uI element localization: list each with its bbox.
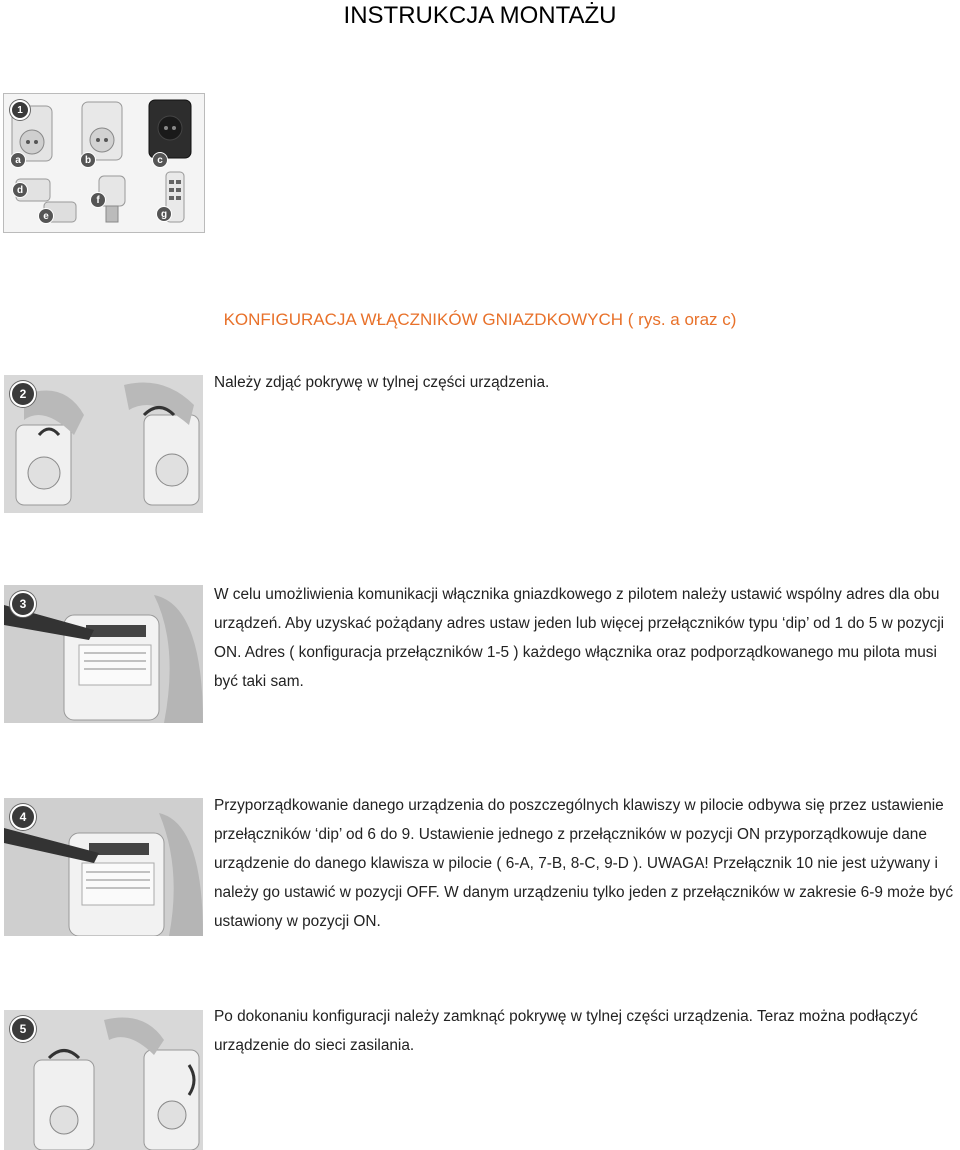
section-heading: KONFIGURACJA WŁĄCZNIKÓW GNIAZDKOWYCH ( rys. a oraz c) [223,310,737,329]
step-5-photo [4,1010,203,1150]
figure-letter-e: e [38,208,54,224]
step-3-badge: 3 [10,591,36,617]
step-2-text: Należy zdjąć pokrywę w tylnej części urządzenia. [214,374,550,391]
figure-letter-d: d [12,182,28,198]
step-2-badge: 2 [10,381,36,407]
step-3-text: W celu umożliwienia komunikacji włącznika gniazdkowego z pilotem należy ustawić wspólny adres dla obu urządzeń. Aby uzyskać pożądany adres ustaw jeden lub więcej przełączników typu ‘dip’ od 1 do 5 w pozycji ON. Adres ( konfiguracja przełączników 1-5 ) każdego włącznika oraz podporządkowanego mu pilota musi być taki sam. [214,586,945,690]
step-5-text: Po dokonaniu konfiguracji należy zamknąć pokrywę w tylnej części urządzenia. Teraz można podłączyć urządzenie do sieci zasilania. [214,1008,918,1054]
step-2-photo [4,375,203,513]
figure-products-photo [3,93,205,233]
figure-letter-b: b [80,152,96,168]
figure-letter-g: g [156,206,172,222]
step-4-badge: 4 [10,804,36,830]
figure-letter-f: f [90,192,106,208]
figure-letter-a: a [10,152,26,168]
step-3-photo [4,585,203,723]
figure-number-badge: 1 [10,100,30,120]
step-4-text: Przyporządkowanie danego urządzenia do poszczególnych klawiszy w pilocie odbywa się przez ustawienie przełączników ‘dip’ od 6 do 9. Ustawienie jednego z przełączników w pozycji ON przyporządkowuje dane urządzenie do danego klawisza w pilocie ( 6-A, 7-B, 8-C, 9-D ). UWAGA! Przełącznik 10 nie jest używany i należy go ustawić w pozycji OFF. W danym urządzeniu tylko jeden z przełączników w zakresie 6-9 może być ustawiony w pozycji ON. [214,797,954,930]
figure-letter-c: c [152,152,168,168]
step-4-photo [4,798,203,936]
step-5-badge: 5 [10,1016,36,1042]
page-title: INSTRUKCJA MONTAŻU [343,2,617,29]
